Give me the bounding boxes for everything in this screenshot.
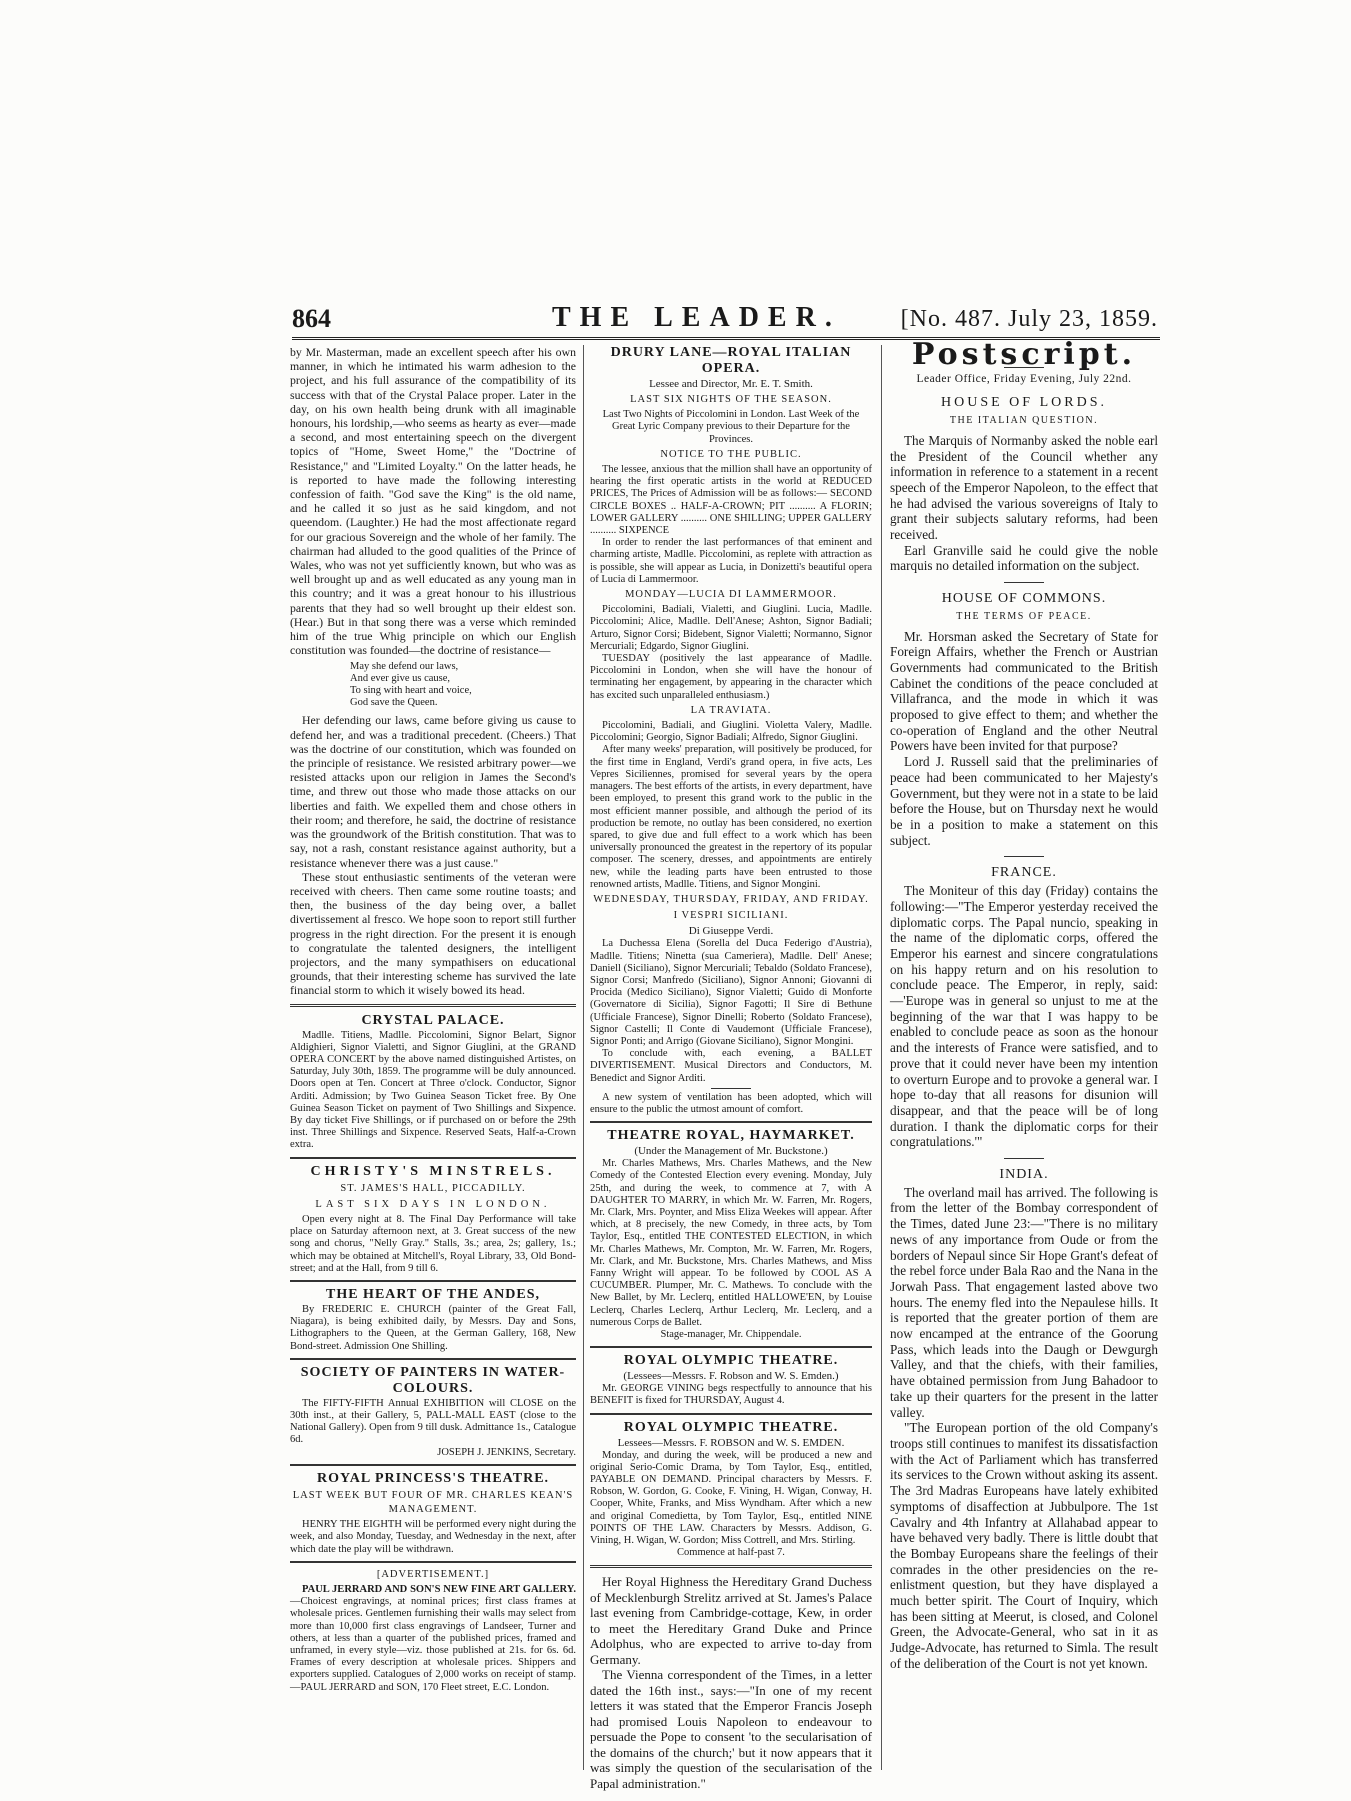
- ad-body: In order to render the last performances of that eminent and charming artiste, Madlle. Piccolomini, as replete with attraction as is possible, she will appear as Lucia, in Donizetti's beautiful opera of Lucia di Lammermoor.: [590, 537, 872, 585]
- ad-heading: ROYAL OLYMPIC THEATRE.: [623, 1419, 839, 1435]
- ad-subheading: (Under the Management of Mr. Buckstone.): [634, 1145, 828, 1158]
- ad-subheading: I VESPRI SICILIANI.: [673, 910, 789, 922]
- section-rule: [290, 1157, 576, 1159]
- ad-body: The FIFTY-FIFTH Annual EXHIBITION will CLOSE on the 30th inst., at their Gallery, 5, PALL-MALL EAST (close to the National Gallery). Open from 9 till dusk. Admittance 1s., Catalogue 6d.: [290, 1397, 576, 1446]
- ad-heading: SOCIETY OF PAINTERS IN WATER-COLOURS.: [300, 1364, 566, 1396]
- short-rule: [711, 1088, 751, 1089]
- section-rule: [290, 1004, 576, 1007]
- ad-subheading: LAST WEEK BUT FOUR OF MR. CHARLES KEAN'S MANAGEMENT.: [292, 1489, 574, 1516]
- article-paragraph: Earl Granville said he could give the noble marquis no detailed information on the subject.: [890, 542, 1158, 574]
- ad-subheading: Lessees—Messrs. F. ROBSON and W. S. EMDEN.: [617, 1436, 845, 1449]
- ad-subheading: (Lessees—Messrs. F. Robson and W. S. Emden.): [623, 1370, 839, 1383]
- verse: May she defend our laws, And ever give us cause, To sing with heart and voice, God save the Queen.: [350, 661, 472, 709]
- ad-heading: DRURY LANE—ROYAL ITALIAN OPERA.: [610, 345, 852, 376]
- ad-body: After many weeks' preparation, will positively be produced, for the first time in England, Verdi's grand opera, in five acts, Les Vepres Siciliennes, promised for several years by the opera managers. The best efforts of the artists, in every department, have been employed, to present this grand work to the public in the most efficient manner possible, and although the period of its production be remote, no outlay has been considered, no exertion spared, to give due and full effect to a work which has been universally pronounced the greatest in the repertory of its popular composer. The scenery, dresses, and appointments are entirely new, while the leading parts have been entrusted to those renowned artists, Madlle. Titiens, and Signor Mongini.: [590, 744, 872, 890]
- postscript-heading: Postscript.: [911, 337, 1137, 372]
- page-header: [292, 302, 1158, 336]
- ad-heading: PAUL JERRARD AND SON'S NEW FINE ART GALLERY.: [302, 1584, 576, 1596]
- section-rule: [590, 1121, 872, 1123]
- ad-signature: Commence at half-past 7.: [677, 1547, 785, 1559]
- section-rule: [590, 1346, 872, 1348]
- ad-subheading: LA TRAVIATA.: [690, 704, 772, 716]
- advertisement-label: [ADVERTISEMENT.]: [376, 1568, 490, 1580]
- ad-body: To conclude with, each evening, a BALLET DIVERTISEMENT. Musical Directors and Conductors, M. Benedict and Signor Arditi.: [590, 1048, 872, 1084]
- ad-body: Piccolomini, Badiali, Vialetti, and Giuglini. Lucia, Madlle. Piccolomini; Alice, Madlle. Dell'Anese; Ashton, Signor Badiali; Arturo, Signor Corsi; Bidebent, Signor Vialetti; Normanno, Signor Mercuriali; Edgardo, Signor Giuglini.: [590, 604, 872, 652]
- news-paragraph: The Vienna correspondent of the Times, in a letter dated the 16th inst., says:—"In one of my recent letters it was stated that the Emperor Francis Joseph had promised Louis Napoleon to endeavour to persuade the Pope to consent 'to the secularisation of the domains of the church;' but it now appears that it was simply the question of the secularisation of the Papal administration.": [590, 1667, 872, 1791]
- section-rule: [290, 1561, 576, 1563]
- article-paragraph: The Moniteur of this day (Friday) contains the following:—"The Emperor yesterday received the diplomatic corps. The Papal nuncio, speaking in the name of the diplomatic corps, offered the Emperor his earnest and sincere congratulations on his happy return and on his resolution to conclude peace. The Emperor, in reply, said:—'Europe was in general so unjust to me at the beginning of the war that I was happy to be enabled to conclude peace as soon as the honour and the interests of France were satisfied, and to prove that it could never have been my intention to overturn Europe and to provoke a general war. I hope to-day that all reasons for disunion will disappear, and that the peace will be of long duration. I thank the diplomatic corps for their congratulations.'": [890, 883, 1158, 1150]
- ad-subheading: LAST SIX NIGHTS OF THE SEASON.: [630, 394, 832, 405]
- section-rule: [290, 1464, 576, 1466]
- article-paragraph: "The European portion of the old Company's troops still continues to manifest its dissatisfaction with the Act of Parliament which has transferred its services to the Crown without asking its assent. The 3rd Madras Europeans have lately exhibited symptoms of disaffection at Jubbulpore. The 1st Cavalry and 4th Infantry at Allahabad appear to have behaved very badly. There is little doubt that the Bombay Europeans share the feelings of their comrades in the other presidencies on the re-enlistment question, but they have displayed a much better spirit. The Court of Inquiry, which has been sitting at Meerut, is closed, and Colonel Green, the Advocate-General, who sat in it as Judge-Advocate, has returned to Simla. The result of the deliberation of the Court is not yet known.: [890, 1420, 1158, 1671]
- article-paragraph: Mr. Horsman asked the Secretary of State for Foreign Affairs, whether the French or Austrian Governments had communicated to the British Cabinet the conditions of the peace concluded at Villafranca, and the mode in which it was proposed to give effect to them; and whether the co-operation of England and the other Neutral Powers have been invited for that purpose?: [890, 628, 1158, 754]
- section-heading: INDIA.: [999, 1167, 1049, 1183]
- issue-date: [No. 487. July 23, 1859.: [900, 306, 1158, 332]
- section-heading: HOUSE OF COMMONS.: [941, 591, 1107, 607]
- masthead-title: THE LEADER.: [552, 302, 841, 333]
- ad-subheading: LAST SIX DAYS IN LONDON.: [315, 1198, 551, 1210]
- section-rule: [290, 1280, 576, 1282]
- short-rule: [1004, 582, 1044, 583]
- section-subheading: THE TERMS OF PEACE.: [956, 610, 1092, 622]
- article-paragraph: The overland mail has arrived. The following is from the letter of the Bombay correspondent of the Times, dated June 23:—"There is no military news of any importance from Oude or from the borders of Nepaul since Sir Hope Grant's defeat of the rebel force under Bala Rao and the Nana in the Jorwah Pass. That engagement lasted above two hours. The enemy fled into the Nepaulese hills. It is reported that the greater portion of them are now encamped at the entrance of the Goorung Pass, which leads into the Daugh or Dewgurgh Valley, and that the chiefs, with their families, have obtained permission from Jung Bahadoor to take up their quarters for the present in the latter valley.: [890, 1184, 1158, 1420]
- article-paragraph: Her defending our laws, came before giving us cause to defend her, and was a traditional precedent. (Cheers.) That was the doctrine of our constitution, which was founded on the principle of resistance. We resisted arbitrary power—we resisted attacks upon our religion in James the Second's time, and threw out those who made those attacks on our liberties and faith. We expelled them and chose others in their room; and therefore, he said, the doctrine of resistance was the groundwork of the British constitution. That was to say, not a rash, constant resistance against authority, but a resistance whenever there was a just cause.": [290, 713, 576, 870]
- ad-subheading: WEDNESDAY, THURSDAY, FRIDAY, AND FRIDAY.: [593, 893, 869, 905]
- ad-body: —Choicest engravings, at nominal prices; first class frames at wholesale prices. Gentlemen furnishing their walls may select from more than 10,000 first class engravings of Landseer, Turner and others, at less than a quarter of the published prices, framed and unframed, in every style—viz. those published at 21s. for 6s. 6d. Frames of every description at wholesale prices. Shippers and exporters supplied. Catalogues of 2,000 works on receipt of stamp.—PAUL JERRARD and SON, 170 Fleet street, E.C. London.: [290, 1596, 576, 1693]
- ad-body: Open every night at 8. The Final Day Performance will take place on Saturday afternoon next, at 3. Great success of the new song and chorus, "Nelly Gray." Stalls, 3s.; area, 2s; gallery, 1s.; which may be obtained at Mitchell's, Royal Library, 33, Old Bond-street; and at the Hall, from 9 till 6.: [290, 1213, 576, 1274]
- short-rule: [1004, 1158, 1044, 1159]
- short-rule: [1004, 856, 1044, 857]
- ad-body: HENRY THE EIGHTH will be performed every night during the week, and also Monday, Tuesday, and Wednesday in the next, after which date the play will be withdrawn.: [290, 1519, 576, 1555]
- ad-body: Mr. GEORGE VINING begs respectfully to announce that his BENEFIT is fixed for THURSDAY, August 4.: [590, 1383, 872, 1407]
- ad-body: Piccolomini, Badiali, and Giuglini. Violetta Valery, Madlle. Piccolomini; Georgio, Signor Badiali; Alfredo, Signor Giuglini.: [590, 720, 872, 744]
- ad-body: TUESDAY (positively the last appearance of Madlle. Piccolomini in London, when she will have the honour of terminating her engagement, by appearing in the character which has excited such unparalleled enthusiasm.): [590, 653, 872, 701]
- section-rule: [290, 1358, 576, 1360]
- column-divider: [583, 345, 584, 1770]
- article-paragraph: The Marquis of Normanby asked the noble earl the President of the Council whether any information in reference to a statement in a recent speech of the Emperor Napoleon, to the effect that he had advised the various sovereigns of Italy to grant their subjects salutary reforms, had been received.: [890, 432, 1158, 543]
- section-rule: [590, 1565, 872, 1568]
- ad-body: Madlle. Titiens, Madlle. Piccolomini, Signor Belart, Signor Aldighieri, Signor Vialetti, and Signor Giuglini, at the GRAND OPERA CONCERT by the above named distinguished Artistes, on Saturday, July 30th, 1859. The programme will be duly announced. Doors open at Ten. Concert at Three o'clock. Conductor, Signor Arditi. Admission; by Two Guinea Season Ticket free. By One Guinea Season Ticket on payment of Two Shillings and Sixpence. By day ticket Five Shillings, or if purchased on or before the 29th inst. Three Shillings and Sixpence. Reserved Seats, Half-a-Crown extra.: [290, 1029, 576, 1151]
- dateline: Leader Office, Friday Evening, July 22nd.: [916, 372, 1132, 385]
- ad-signature: JOSEPH J. JENKINS, Secretary.: [437, 1446, 576, 1458]
- ad-body: Last Two Nights of Piccolomini in London. Last Week of the Great Lyric Company previous to their Departure for the Provinces.: [602, 409, 860, 445]
- ad-heading: CHRISTY'S MINSTRELS.: [310, 1163, 556, 1179]
- article-paragraph: Lord J. Russell said that the preliminaries of peace had been communicated to her Majesty's Government, but they were not in a state to be laid before the House, but on Thursday next he would be in a position to make a statement on this subject.: [890, 754, 1158, 848]
- ad-subheading: MONDAY—LUCIA DI LAMMERMOOR.: [625, 589, 837, 601]
- column-divider: [881, 345, 882, 1770]
- section-heading: FRANCE.: [991, 865, 1057, 881]
- ad-body: Mr. Charles Mathews, Mrs. Charles Mathews, and the New Comedy of the Contested Election every evening. Monday, July 25th, and during the week, to commence at 7, with A DAUGHTER TO MARRY, in which Mr. W. Farren, Mr. Rogers, Mr. Clark, Mrs. Poynter, and Miss Eliza Weekes will appear. After which, at 8 precisely, the new Comedy, in three acts, by Tom Taylor, Esq., entitled THE CONTESTED ELECTION, in which Mr. Charles Mathews, Mr. Compton, Mr. W. Farren, Mr. Rogers, Mr. Clark, and Mr. Buckstone, Mrs. Charles Mathews, and Miss Fanny Wright will appear. To be followed by COOL AS A CUCUMBER. Plumper, Mr. C. Mathews. To conclude with the New Ballet, by Mr. Leclerq, entitled HALLOWE'EN, by Louise Leclerq, Charles Leclerq, Arthur Leclerq, Mr. Leclerq, and a numerous Corps de Ballet.: [590, 1158, 872, 1328]
- ad-body: By FREDERIC E. CHURCH (painter of the Great Fall, Niagara), is being exhibited daily, by Messrs. Day and Sons, Lithographers to the Queen, at the German Gallery, 168, New Bond-street. Admission One Shilling.: [290, 1303, 576, 1352]
- ad-heading: CRYSTAL PALACE.: [361, 1012, 505, 1028]
- ad-heading: ROYAL PRINCESS'S THEATRE.: [316, 1470, 550, 1486]
- ad-body: The lessee, anxious that the million shall have an opportunity of hearing the first operatic artists in the world at REDUCED PRICES, The Prices of Admission will be as follows:— SECOND CIRCLE BOXES .. HALF-A-CROWN; PIT .......... A FLORIN; LOWER GALLERY .......... ONE SHILLING; UPPER GALLERY .......... SIXPENCE: [590, 464, 872, 537]
- column-1: [290, 345, 576, 1770]
- ad-subheading: ST. JAMES'S HALL, PICCADILLY.: [340, 1182, 526, 1194]
- ad-subheading: NOTICE TO THE PUBLIC.: [660, 448, 802, 460]
- ad-heading: THEATRE ROYAL, HAYMARKET.: [607, 1128, 855, 1144]
- column-3: [890, 337, 1158, 1770]
- ad-heading: ROYAL OLYMPIC THEATRE.: [623, 1353, 839, 1369]
- ad-signature: Stage-manager, Mr. Chippendale.: [660, 1329, 802, 1341]
- ad-body: La Duchessa Elena (Sorella del Duca Federigo d'Austria), Madlle. Titiens; Ninetta (sua Cameriera), Madlle. Dell' Anese; Daniell (Siciliano), Signor Mercuriali; Tebaldo (Soldato Francese), Signor Corsi; Manfredo (Siciliano), Signor Annoni; Giovanni di Procida (Medico Siciliano), Signor Vialetti; Guido di Monforte (Governatore di Sicilia), Signor Fagotti; Il Sire di Bethune (Ufficiale Francese), Signor Dinelli; Roberto (Soldato Francese), Signor Castelli; Il Conte di Vaudemont (Ufficiale Francese), Signor Ponti; and Arrigo (Giovane Siciliano), Signor Mongini.: [590, 938, 872, 1047]
- ad-body: A new system of ventilation has been adopted, which will ensure to the public the utmost amount of comfort.: [590, 1091, 872, 1115]
- article-paragraph: These stout enthusiastic sentiments of the veteran were received with cheers. Then came some routine toasts; and then, the business of the day being over, a ballet divertissement al fresco. We hope soon to report still further progress in the right direction. For the present it is enough to congratulate the talented designers, the intelligent projectors, and the many sympathisers on educational grounds, that their interesting scheme has survived the late financial storm to which it wisely bowed its head.: [290, 869, 576, 998]
- column-2: [590, 345, 872, 1791]
- section-rule: [590, 1413, 872, 1415]
- section-heading: HOUSE OF LORDS.: [941, 395, 1107, 411]
- article-paragraph: by Mr. Masterman, made an excellent speech after his own manner, in which he intimated his warm adhesion to the project, and his full assurance of the compatibility of its success with that of the Crystal Palace proper. Later in the day, on his own health being drunk with all imaginable honours, his lordship,—who seems as hearty as ever—made a second, and most entertaining speech on the divergent topics of "Home, Sweet Home," the "Doctrine of Resistance," and "Limited Loyalty." On the latter heads, he is reported to have made the following interesting confession of faith. "God save the King" is the old name, and he called it so just as he said kingdom, and not queendom. (Laughter.) He had the most affectionate regard for our gracious Sovereign and the whole of her family. The chairman had alluded to the good qualities of the Prince of Wales, who was not yet sufficiently known, but who was as well brought up and as well educated as any young man in this country; and it was a great honour to his illustrious parents that they had so well brought up their eldest son. (Hear.) But in that song there was a verse which reminded him of the true Whig principle on which our English constitution was founded—the doctrine of resistance—: [290, 345, 576, 658]
- news-paragraph: Her Royal Highness the Hereditary Grand Duchess of Mecklenburgh Strelitz arrived at St. James's Palace last evening from Cambridge-cottage, Kew, in order to meet the Hereditary Grand Duke and Prince Adolphus, who are expected to arrive to-day from Germany.: [590, 1574, 872, 1667]
- ad-heading: THE HEART OF THE ANDES,: [325, 1286, 541, 1302]
- ad-body: Monday, and during the week, will be produced a new and original Serio-Comic Drama, by Tom Taylor, Esq., entitled, PAYABLE ON DEMAND. Principal characters by Messrs. F. Robson, W. Gordon, G. Cooke, F. Vining, H. Wigan, Conway, H. Cooper, White, Franks, and Miss Wyndham. After which a new and original Comedietta, by Tom Taylor, Esq., entitled NINE POINTS OF THE LAW. Characters by Messrs. Addison, G. Vining, H. Wigan, W. Gordon; Miss Cottrell, and Mrs. Stirling.: [590, 1449, 872, 1547]
- ad-subheading: Di Giuseppe Verdi.: [688, 925, 774, 938]
- section-subheading: THE ITALIAN QUESTION.: [949, 415, 1099, 427]
- ad-subheading: Lessee and Director, Mr. E. T. Smith.: [649, 378, 813, 390]
- page-number: 864: [292, 304, 331, 333]
